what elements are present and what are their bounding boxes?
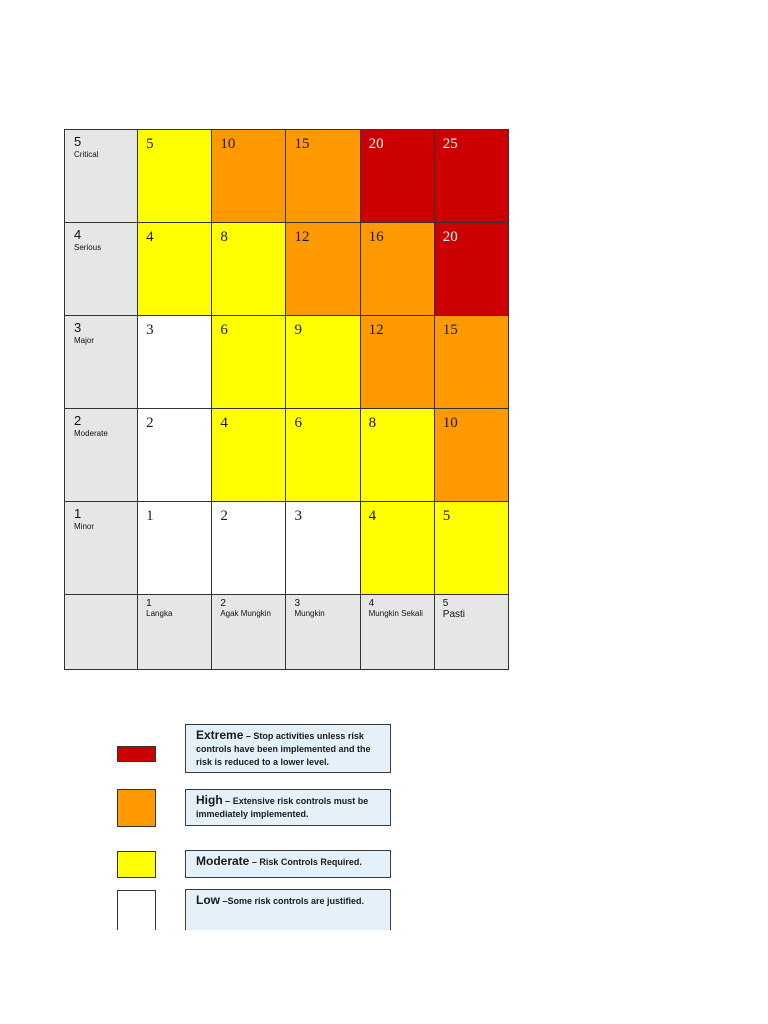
risk-score: 2: [146, 415, 154, 431]
legend-low-name: Low: [196, 893, 220, 907]
likelihood-label: Pasti: [442, 609, 466, 620]
legend-extreme-dash: –: [243, 731, 254, 741]
legend-low-text: Some risk controls are justified.: [227, 896, 365, 906]
risk-score: 4: [368, 508, 377, 524]
risk-score: 10: [220, 136, 236, 152]
risk-score: 20: [442, 229, 458, 245]
severity-header: [65, 223, 138, 316]
risk-cell: [434, 130, 508, 223]
risk-cell: [138, 409, 212, 502]
legend-moderate-name: Moderate: [196, 854, 250, 868]
risk-score: 5: [442, 508, 451, 524]
severity-header: [65, 316, 138, 409]
legend-high-dash: –: [222, 796, 233, 806]
matrix-row: [65, 223, 509, 316]
likelihood-header: [138, 595, 212, 670]
matrix-row: [65, 130, 509, 223]
likelihood-row: [65, 595, 509, 670]
likelihood-header: [286, 595, 360, 670]
likelihood-label: Mungkin: [294, 609, 325, 618]
risk-score: 3: [294, 508, 302, 524]
likelihood-label: Langka: [146, 609, 173, 618]
corner-cell: [65, 595, 138, 670]
risk-score: 3: [146, 322, 154, 338]
risk-score: 9: [294, 322, 302, 338]
likelihood-number: 1: [146, 598, 152, 609]
likelihood-header: [212, 595, 286, 670]
legend-box-extreme: [185, 724, 391, 773]
risk-cell: [286, 409, 360, 502]
likelihood-number: 3: [294, 598, 301, 609]
risk-cell: [434, 316, 508, 409]
risk-score: 6: [220, 322, 228, 338]
risk-score: 15: [294, 136, 310, 152]
legend-low-dash: –: [220, 896, 228, 906]
risk-score: 15: [442, 322, 458, 338]
risk-score: 8: [220, 229, 228, 245]
risk-cell: [360, 316, 434, 409]
likelihood-header: [360, 595, 434, 670]
legend-extreme-name: Extreme: [196, 728, 244, 742]
likelihood-label: Agak Mungkin: [220, 609, 272, 618]
severity-label: Major: [74, 336, 95, 345]
risk-score: 4: [146, 229, 154, 245]
likelihood-number: 2: [220, 598, 226, 609]
risk-score: 8: [368, 415, 377, 431]
severity-header: [65, 130, 138, 223]
legend-swatch-extreme: [117, 746, 156, 762]
risk-cell: [212, 502, 286, 595]
risk-cell: [434, 409, 508, 502]
severity-header: [65, 502, 138, 595]
severity-number: 3: [74, 320, 82, 335]
matrix-row: [65, 409, 509, 502]
matrix-row: [65, 502, 509, 595]
likelihood-header: [434, 595, 508, 670]
risk-score: 5: [146, 136, 154, 152]
risk-cell: [360, 502, 434, 595]
likelihood-number: 4: [368, 598, 375, 609]
matrix-row: [65, 316, 509, 409]
risk-cell: [360, 409, 434, 502]
risk-cell: [286, 502, 360, 595]
risk-cell: [360, 130, 434, 223]
risk-score: 4: [220, 415, 228, 431]
risk-cell: [212, 130, 286, 223]
legend-moderate-text: Risk Controls Required.: [259, 857, 362, 867]
severity-number: 2: [74, 413, 82, 428]
risk-cell: [138, 130, 212, 223]
legend-high-name: High: [196, 793, 223, 807]
risk-score: 16: [368, 229, 384, 245]
severity-number: 5: [74, 134, 82, 149]
risk-cell: [434, 223, 508, 316]
risk-cell: [212, 316, 286, 409]
severity-label: Moderate: [74, 429, 108, 438]
risk-score: 25: [442, 136, 458, 152]
risk-cell: [138, 316, 212, 409]
legend-box-high: [185, 789, 391, 826]
risk-score: 20: [368, 136, 384, 152]
page-bottom-margin: [0, 930, 768, 1024]
legend-swatch-moderate: [117, 851, 156, 878]
risk-cell: [138, 223, 212, 316]
risk-score: 2: [220, 508, 228, 524]
likelihood-number: 5: [442, 598, 449, 609]
likelihood-label: Mungkin Sekali: [368, 609, 423, 618]
legend-high-text: Extensive risk controls must be immediately implemented.: [196, 796, 369, 819]
legend-swatch-high: [117, 789, 156, 827]
severity-number: 1: [74, 506, 82, 521]
risk-cell: [434, 502, 508, 595]
risk-score: 12: [368, 322, 384, 338]
risk-cell: [360, 223, 434, 316]
risk-cell: [212, 223, 286, 316]
legend-moderate-dash: –: [249, 857, 260, 867]
severity-label: Serious: [74, 243, 102, 252]
risk-cell: [138, 502, 212, 595]
severity-label: Critical: [74, 150, 99, 159]
severity-label: Minor: [74, 522, 95, 531]
legend-box-moderate: [185, 850, 391, 878]
risk-cell: [286, 316, 360, 409]
risk-score: 10: [442, 415, 458, 431]
risk-cell: [286, 130, 360, 223]
severity-number: 4: [74, 227, 82, 242]
risk-matrix: [64, 129, 509, 670]
risk-cell: [212, 409, 286, 502]
severity-header: [65, 409, 138, 502]
risk-score: 1: [146, 508, 154, 524]
legend-extreme-text: Stop activities unless risk controls have been implemented and the risk is reduced to a lower level.: [196, 731, 371, 767]
risk-score: 12: [294, 229, 310, 245]
risk-cell: [286, 223, 360, 316]
risk-score: 6: [294, 415, 302, 431]
